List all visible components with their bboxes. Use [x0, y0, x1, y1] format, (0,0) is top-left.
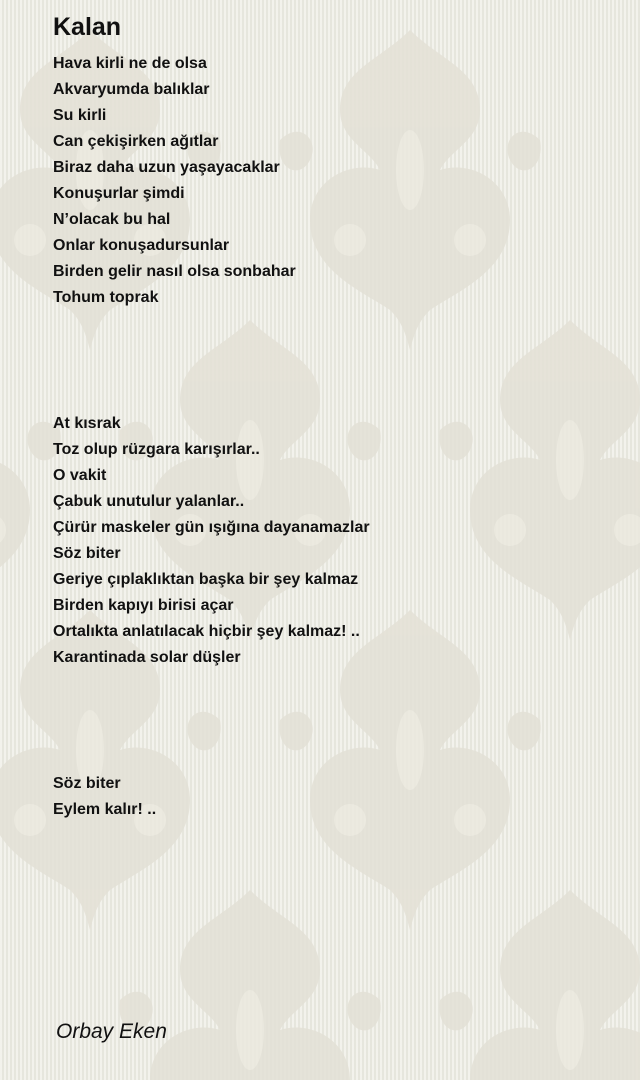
- poem-line: At kısrak: [53, 415, 121, 432]
- poem-line: Eylem kalır! ..: [53, 801, 157, 818]
- poem-line: Söz biter: [53, 775, 121, 792]
- stanza-1: [53, 51, 296, 311]
- poem-line: N’olacak bu hal: [53, 211, 171, 228]
- poem-line: Birden kapıyı birisi açar: [53, 597, 234, 614]
- poem-author: Orbay Eken: [56, 1020, 167, 1043]
- poem-line: Tohum toprak: [53, 289, 159, 306]
- stanza-3: [53, 771, 156, 823]
- poem-title: Kalan: [53, 13, 122, 41]
- poem-line: Hava kirli ne de olsa: [53, 55, 207, 72]
- poem-line: Söz biter: [53, 545, 121, 562]
- stanza-2: [53, 411, 370, 671]
- poem-line: Çürür maskeler gün ışığına dayanamazlar: [53, 519, 370, 536]
- poem-line: O vakit: [53, 467, 107, 484]
- poem-line: Birden gelir nasıl olsa sonbahar: [53, 263, 296, 280]
- poem-line: Çabuk unutulur yalanlar..: [53, 493, 245, 510]
- poem-line: Su kirli: [53, 107, 107, 124]
- poem-line: Toz olup rüzgara karışırlar..: [53, 441, 260, 458]
- poem-line: Biraz daha uzun yaşayacaklar: [53, 159, 280, 176]
- poem-line: Geriye çıplaklıktan başka bir şey kalmaz: [53, 571, 359, 588]
- poem-line: Karantinada solar düşler: [53, 649, 241, 666]
- poem-line: Onlar konuşadursunlar: [53, 237, 230, 254]
- poem-line: Ortalıkta anlatılacak hiçbir şey kalmaz! ..: [53, 623, 360, 640]
- poem-line: Konuşurlar şimdi: [53, 185, 185, 202]
- poem-line: Can çekişirken ağıtlar: [53, 133, 219, 150]
- poem-line: Akvaryumda balıklar: [53, 81, 210, 98]
